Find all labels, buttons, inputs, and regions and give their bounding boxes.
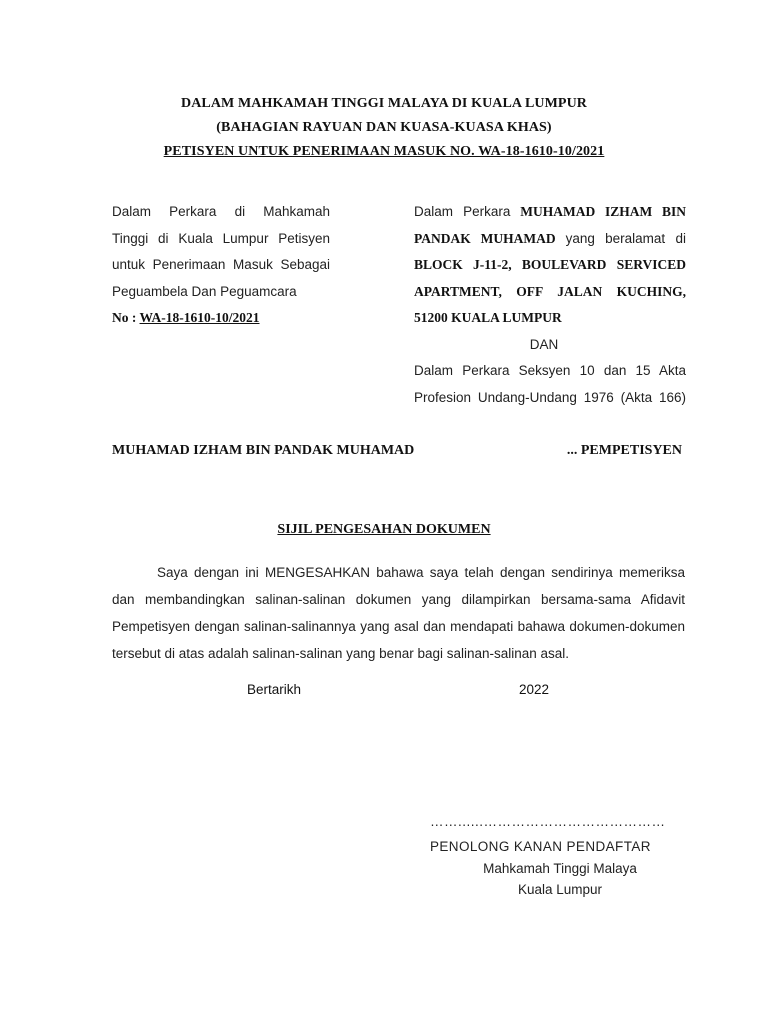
address-line-1: BLOCK J-11-2, BOULEVARD SERVICED xyxy=(414,257,686,272)
case-number-label: No : xyxy=(112,310,137,325)
left-line-3: untuk Penerimaan Masuk Sebagai xyxy=(112,257,330,272)
signatory-title: PENOLONG KANAN PENDAFTAR xyxy=(430,839,651,854)
court-division: (BAHAGIAN RAYUAN DAN KUASA-KUASA KHAS) xyxy=(216,120,552,135)
case-number-value: WA-18-1610-10/2021 xyxy=(139,310,260,325)
left-line-2: Tinggi di Kuala Lumpur Petisyen xyxy=(112,230,330,246)
address-line-2: APARTMENT, OFF JALAN KUCHING, xyxy=(414,283,686,299)
matter-left-column xyxy=(112,199,330,332)
certificate-title: SIJIL PENGESAHAN DOKUMEN xyxy=(277,522,491,537)
signature-block xyxy=(430,812,670,900)
petitioner-name: MUHAMAD IZHAM BIN PANDAK MUHAMAD xyxy=(112,443,415,458)
matter-intro: Dalam Perkara xyxy=(414,204,511,219)
petitioner-name-part1: MUHAMAD IZHAM BIN xyxy=(520,204,687,219)
right-line-1 xyxy=(414,199,686,226)
parties-row xyxy=(112,443,682,459)
signatory-city: Kuala Lumpur xyxy=(517,882,603,897)
date-year: 2022 xyxy=(519,682,550,697)
right-line-2 xyxy=(414,226,686,253)
court-name: DALAM MAHKAMAH TINGGI MALAYA DI KUALA LUMPUR xyxy=(180,96,587,111)
dan-conjunction: DAN xyxy=(529,336,559,352)
act-line-2: Profesion Undang-Undang 1976 (Akta 166) xyxy=(414,389,686,405)
petitioner-role: ... PEMPETISYEN xyxy=(566,443,682,458)
matter-right-column xyxy=(414,199,686,411)
case-number-line xyxy=(112,305,330,332)
court-header xyxy=(0,92,768,164)
left-line-4: Peguambela Dan Peguamcara xyxy=(112,283,297,299)
act-line-1: Dalam Perkara Seksyen 10 dan 15 Akta xyxy=(414,363,686,378)
signatory-court: Mahkamah Tinggi Malaya xyxy=(483,861,637,876)
address-intro: yang beralamat di xyxy=(565,230,686,246)
petition-number-title: PETISYEN UNTUK PENERIMAAN MASUK NO. WA-18-1610-10/2021 xyxy=(163,144,605,159)
left-line-1: Dalam Perkara di Mahkamah xyxy=(112,204,330,219)
petitioner-name-part2: PANDAK MUHAMAD xyxy=(414,230,556,246)
certificate-body: Saya dengan ini MENGESAHKAN bahawa saya telah dengan sendirinya memeriksa dan membandingkan salinan-salinan dokumen yang dilampirkan bersama-sama Afidavit Pempetisyen dengan salinan-salinannya yang asal dan mendapati bahawa dokumen-dokumen tersebut di atas adalah salinan-salinan yang benar bagi salinan-salinan asal. xyxy=(112,565,685,661)
date-label: Bertarikh xyxy=(247,682,302,697)
signature-line: ……......………………………………… xyxy=(430,814,666,829)
address-line-3: 51200 KUALA LUMPUR xyxy=(414,310,562,325)
